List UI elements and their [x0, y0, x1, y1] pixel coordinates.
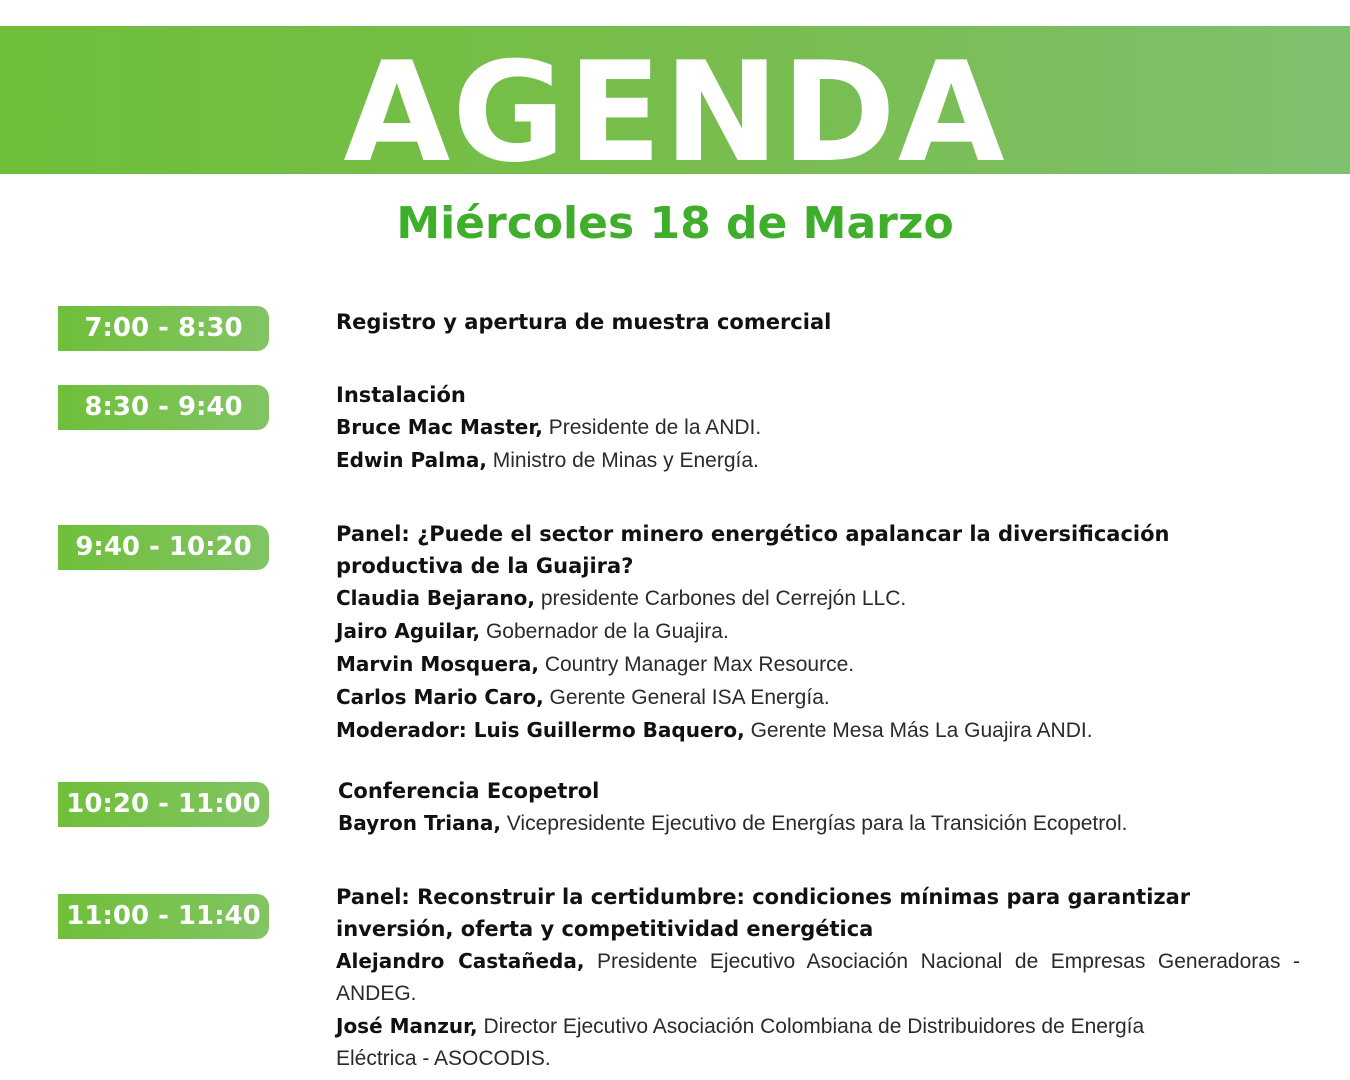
speaker-name: Alejandro Castañeda,: [336, 949, 585, 973]
session-instalacion: [336, 379, 1300, 477]
speaker-line: [336, 1010, 1216, 1075]
speaker-line: [336, 714, 1300, 747]
time-badge: 8:30 - 9:40: [58, 385, 269, 430]
session-title-line2: inversión, oferta y competitividad energética: [336, 917, 874, 941]
speaker-name: Moderador: Luis Guillermo Baquero,: [336, 718, 745, 742]
speaker-role: Presidente de la ANDI.: [542, 416, 762, 439]
speaker-line: [336, 582, 1300, 615]
speaker-line: [336, 648, 1300, 681]
time-badge: 11:00 - 11:40: [58, 894, 269, 939]
session-title-line1: Panel: ¿Puede el sector minero energético apalancar la diversificación: [336, 522, 1170, 546]
session-registro: [336, 306, 1300, 338]
speaker-role: Gobernador de la Guajira.: [480, 620, 729, 643]
speaker-role: Director Ejecutivo Asociación Colombiana de Distribuidores de Energía Eléctrica - ASOCODIS.: [336, 1015, 1145, 1070]
speaker-name: Carlos Mario Caro,: [336, 685, 544, 709]
session-title-line2: productiva de la Guajira?: [336, 554, 634, 578]
session-panel-minero: [336, 518, 1300, 747]
speaker-name: Bayron Triana,: [338, 811, 501, 835]
agenda-title: AGENDA: [343, 32, 1007, 193]
session-title-line1: Panel: Reconstruir la certidumbre: condiciones mínimas para garantizar: [336, 885, 1191, 909]
speaker-name: José Manzur,: [336, 1014, 478, 1038]
speaker-role: Ministro de Minas y Energía.: [486, 449, 759, 472]
speaker-name: Edwin Palma,: [336, 448, 487, 472]
speaker-role: Gerente General ISA Energía.: [543, 686, 830, 709]
agenda-date: Miércoles 18 de Marzo: [396, 198, 954, 249]
session-conferencia-ecopetrol: [338, 775, 1302, 840]
speaker-line: [336, 681, 1300, 714]
speaker-name: Bruce Mac Master,: [336, 415, 543, 439]
session-title: Conferencia Ecopetrol: [338, 779, 600, 803]
session-panel-certidumbre: [336, 881, 1300, 1075]
time-badge: 9:40 - 10:20: [58, 525, 269, 570]
session-title: Registro y apertura de muestra comercial: [336, 310, 832, 334]
session-title: Instalación: [336, 383, 466, 407]
speaker-line: [336, 615, 1300, 648]
speaker-role: Gerente Mesa Más La Guajira ANDI.: [744, 719, 1093, 742]
speaker-name: Claudia Bejarano,: [336, 586, 535, 610]
speaker-line: [336, 945, 1300, 1010]
time-badge: 7:00 - 8:30: [58, 306, 269, 351]
speaker-role: Country Manager Max Resource.: [538, 653, 855, 676]
speaker-name: Marvin Mosquera,: [336, 652, 539, 676]
speaker-line: [338, 807, 1302, 840]
speaker-name: Jairo Aguilar,: [336, 619, 481, 643]
speaker-role: Presidente Ejecutivo Asociación Nacional de Empresas Generadoras - ANDEG.: [336, 950, 1300, 1005]
time-badge: 10:20 - 11:00: [58, 782, 269, 827]
speaker-role: Vicepresidente Ejecutivo de Energías para la Transición Ecopetrol.: [500, 812, 1128, 835]
header-banner: [0, 26, 1350, 193]
speaker-line: [336, 444, 1300, 477]
speaker-line: [336, 411, 1300, 444]
speaker-role: presidente Carbones del Cerrejón LLC.: [535, 587, 907, 610]
